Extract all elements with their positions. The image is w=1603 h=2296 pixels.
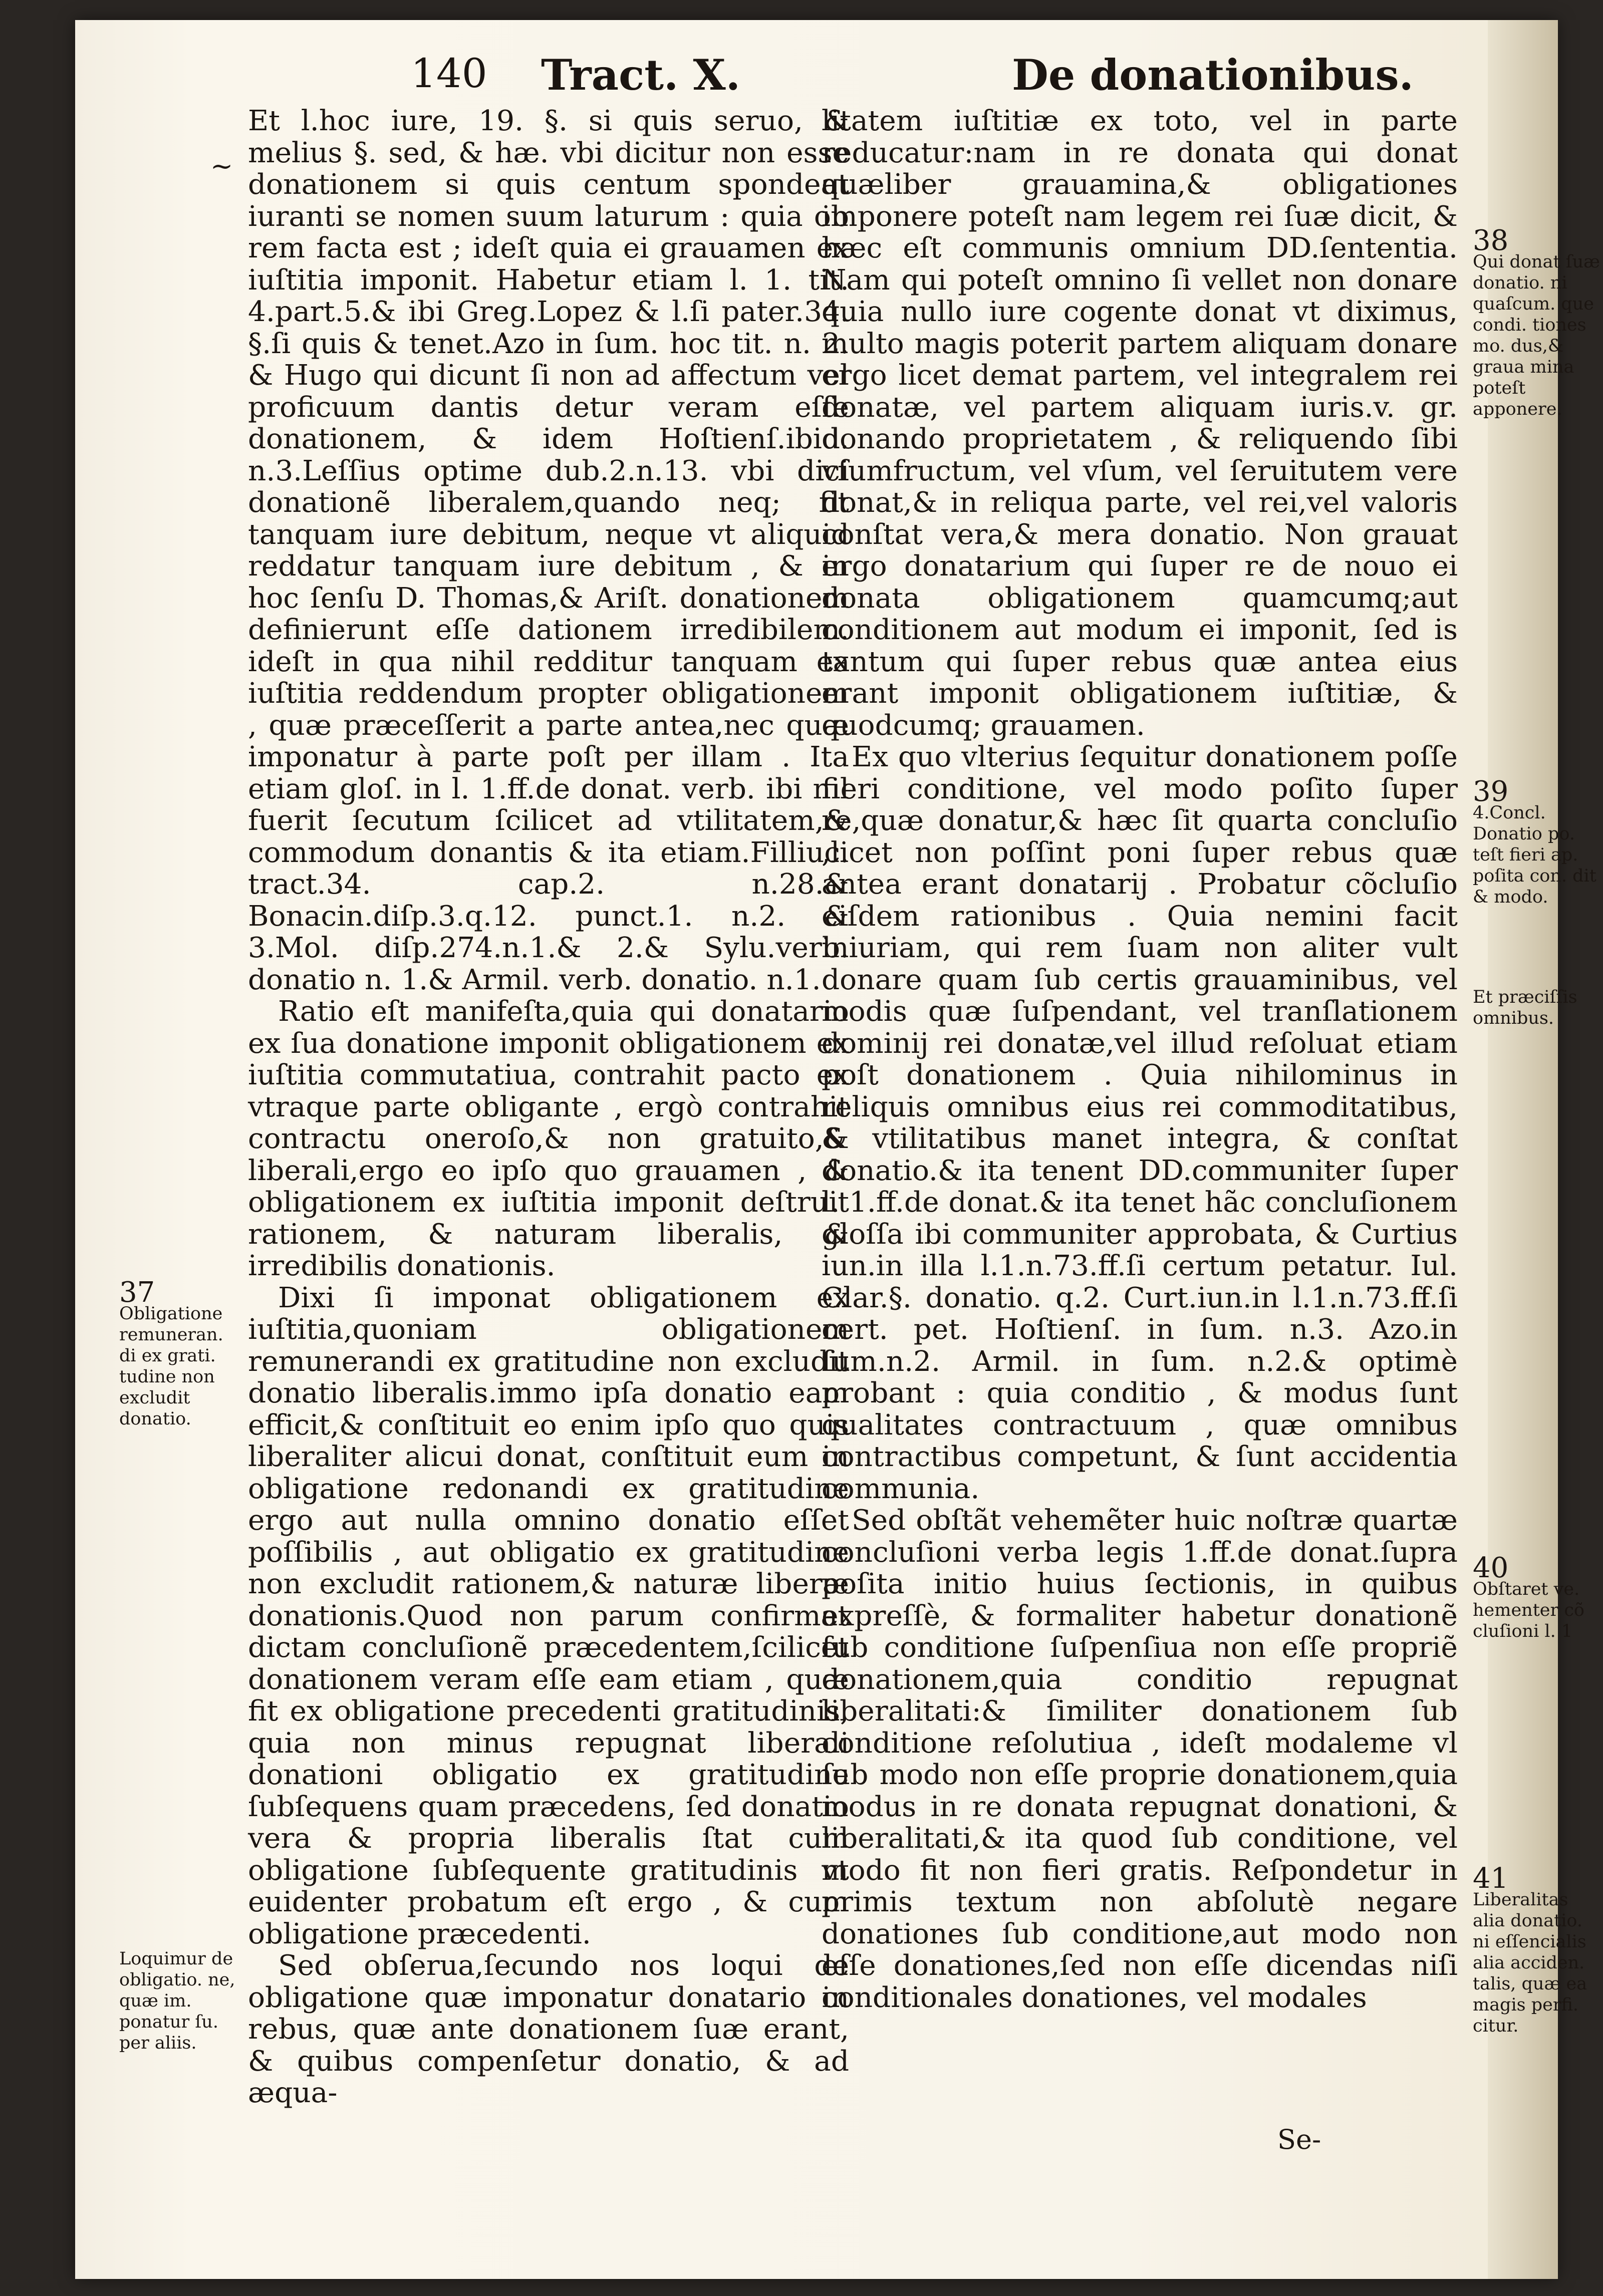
margin-note-text: 4.Concl. Donatio po. teſt fieri ap. poſita con. dit & modo.	[1473, 803, 1596, 907]
book-page	[75, 20, 1600, 2279]
catchword: Se-	[1277, 2124, 1321, 2155]
paragraph: Sed obſerua,ſecundo nos loqui de obligatione quæ imponatur donatario in rebus, quæ ante donationem ſuæ erant, & quibus compenſetur donatio, & ad æqua-	[248, 1949, 849, 2109]
margin-note-number: 38	[1473, 224, 1509, 257]
margin-note-text: Et præciſſis omnibus.	[1473, 987, 1577, 1028]
margin-note-text: Loquimur de obligatio. ne, quæ im. ponatur ſu. per aliis.	[119, 1949, 235, 2053]
paragraph: Sed obſtãt vehemẽter huic noſtræ quartæ concluſioni verba legis 1.ff.de donat.ſupra poſita initio huius ſectionis, in quibus expreſſè, & formaliter habetur donationẽ ſub conditione ſuſpenſiua non eſſe propriẽ donationem,quia conditio repugnat liberalitati:& ſimiliter donationem ſub conditione reſolutiua , ideſt modaleme vl ſub modo non eſſe proprie donationem,quia modus in re donata repugnat donationi, & liberalitati,& ita quod ſub conditione, vel modo fit non fieri gratis. Reſpondetur in primis textum non abſolutè negare donationes ſub conditione,aut modo non eſſe donationes,ſed non eſſe dicendas niſi conditionales donationes, vel modales	[822, 1504, 1458, 2014]
right-column	[822, 105, 1458, 2014]
margin-note-39b	[1473, 987, 1603, 1029]
running-head-left: Tract. X.	[541, 50, 740, 100]
paragraph: Ex quo vlterius ſequitur donationem poſſe fieri conditione, vel modo poſito ſuper re,quæ donatur,& hæc ſit quarta concluſio ,licet non poſſint poni ſuper rebus quæ antea erant donatarij . Probatur cõcluſio eiſdem rationibus . Quia nemini facit iniuriam, qui rem ſuam non aliter vult donare quam ſub certis grauaminibus, vel modis quæ ſuſpendant, vel tranſlationem dominij rei donatæ,vel illud reſoluat etiam poſt donationem . Quia nihilominus in reliquis omnibus eius rei commoditatibus, & vtilitatibus manet integra, & conſtat donatio.& ita tenent DD.communiter ſuper l. 1.ff.de donat.& ita tenet hãc concluſionem gloſſa ibi communiter approbata, & Curtius iun.in illa l.1.n.73.ff.ſi certum petatur. Iul. Clar.§. donatio. q.2. Curt.iun.in l.1.n.73.ff.ſi cert. pet. Hoſtienſ. in ſum. n.3. Azo.in ſum.n.2. Armil. in ſum. n.2.& optimè probant : quia conditio , & modus ſunt qualitates contractuum , quæ omnibus contractibus competunt, & ſunt accidentia communia.	[822, 741, 1458, 1505]
margin-note-39	[1473, 775, 1603, 908]
margin-note-38	[1473, 224, 1603, 420]
margin-note-text: Obligatione remuneran. di ex grati. tudine non excludit donatio.	[119, 1304, 223, 1429]
paragraph: Ratio eſt manifeſta,quia qui donatario ex ſua donatione imponit obligationem ex iuſtitia commutatiua, contrahit pacto ex vtraque parte obligante , ergò contrahit contractu oneroſo,& non gratuito,& liberali,ergo eo ipſo quo grauamen , & obligationem ex iuſtitia imponit deſtruit rationem, & naturam liberalis, & irredibilis donationis.	[248, 995, 849, 1282]
paragraph: Dixi ſi imponat obligationem ex iuſtitia,quoniam obligationem remunerandi ex gratitudine non excludit donatio liberalis.immo ipſa donatio eam efficit,& conſtituit eo enim ipſo quo quis liberaliter alicui donat, conſtituit eum in obligatione redonandi ex gratitudine ergo aut nulla omnino donatio eſſet poſſibilis , aut obligatio ex gratitudine non excludit rationem,& naturæ liberæ donationis.Quod non parum confirmat dictam concluſionẽ præcedentem,ſcilicet donationem veram eſſe eam etiam , quæ fit ex obligatione precedenti gratitudinis, quia non minus repugnat liberali donationi obligatio ex gratitudine ſubſequens quam præcedens, ſed donatio vera & propria liberalis ſtat cum obligatione ſubſequente gratitudinis vt euidenter probatum eſt ergo , & cum obligatione præcedenti.	[248, 1281, 849, 1950]
margin-note-number: 39	[1473, 775, 1509, 808]
paragraph: litatem iuſtitiæ ex toto, vel in parte reducatur:nam in re donata qui donat quæliber grauamina,& obligationes imponere poteſt nam legem rei ſuæ dicit, & hæc eſt communis omnium DD.ſententia. Nam qui poteſt omnino ſi vellet non donare quia nullo iure cogente donat vt diximus, multo magis poterit partem aliquam donare ergo licet demat partem, vel integralem rei donatæ, vel partem aliquam iuris.v. gr. donando proprietatem , & reliquendo ſibi vſumfructum, vel vſum, vel ſeruitutem vere donat,& in reliqua parte, vel rei,vel valoris conſtat vera,& mera donatio. Non grauat ergo donatarium qui ſuper re de nouo ei donata obligationem quamcumq;aut conditionem aut modum ei imponit, ſed is tantum qui ſuper rebus quæ antea eius erant imponit obligationem iuſtitiæ, & quodcumq; grauamen.	[822, 105, 1458, 742]
ornament-mark: ~	[210, 150, 233, 182]
margin-note-41	[1473, 1862, 1603, 2037]
paragraph: Et l.hoc iure, 19. §. si quis seruo, & melius §. sed, & hæ. vbi dicitur non esse donationem si quis centum spondeat iuranti se nomen suum laturum : quia ob rem facta est ; ideſt quia ei grauamen ex iuſtitia imponit. Habetur etiam l. 1. tit. 4.part.5.& ibi Greg.Lopez & l.ſi pater.34. §.ſi quis & tenet.Azo in ſum. hoc tit. n. 2. & Hugo qui dicunt ſi non ad affectum vel proficuum dantis detur veram eſſe donationem, & idem Hoſtienſ.ibid. n.3.Leſſius optime dub.2.n.13. vbi dici donationẽ liberalem,quando neq; fit tanquam iure debitum, neque vt aliquid reddatur tanquam iure debitum , & in hoc ſenſu D. Thomas,& Ariſt. donationem definierunt eſſe dationem irredibilem. ideſt in qua nihil redditur tanquam ex iuſtitia reddendum propter obligationem , quæ præceſſerit a parte antea,nec quæ imponatur à parte poſt per illam . Ita etiam gloſ. in l. 1.ff.de donat. verb. ibi nil fuerit ſecutum ſcilicet ad vtilitatem,& commodum donantis & ita etiam.Filliuc. tract.34. cap.2. n.28.& Bonacin.diſp.3.q.12. punct.1. n.2. & 3.Mol. diſp.274.n.1.& 2.& Sylu.verb. donatio n. 1.& Armil. verb. donatio. n.1.	[248, 105, 849, 996]
page-number: 140	[411, 50, 487, 97]
margin-note-number: 37	[119, 1276, 155, 1309]
margin-note-number: 41	[1473, 1862, 1509, 1895]
running-head-right: De donationibus.	[1012, 50, 1414, 100]
margin-note-text: Qui donat ſuæ donatio. ni quaſcum. que condi. tiones mo. dus,& graua mina poteſt apponere.	[1473, 252, 1600, 419]
margin-note-40	[1473, 1552, 1603, 1642]
margin-note-number: 40	[1473, 1552, 1509, 1584]
margin-note-loquimur	[119, 1948, 239, 2054]
margin-note-37	[119, 1276, 239, 1429]
margin-note-text: Liberalitas alia donatio. ni eſſencialis alia acciden. talis, quæ ea magis perfi. citur.	[1473, 1890, 1587, 2036]
margin-note-text: Obſtaret ve. hementer cõ cluſioni l. 1	[1473, 1579, 1585, 1641]
left-column	[248, 105, 849, 2109]
page-header	[326, 50, 1503, 105]
